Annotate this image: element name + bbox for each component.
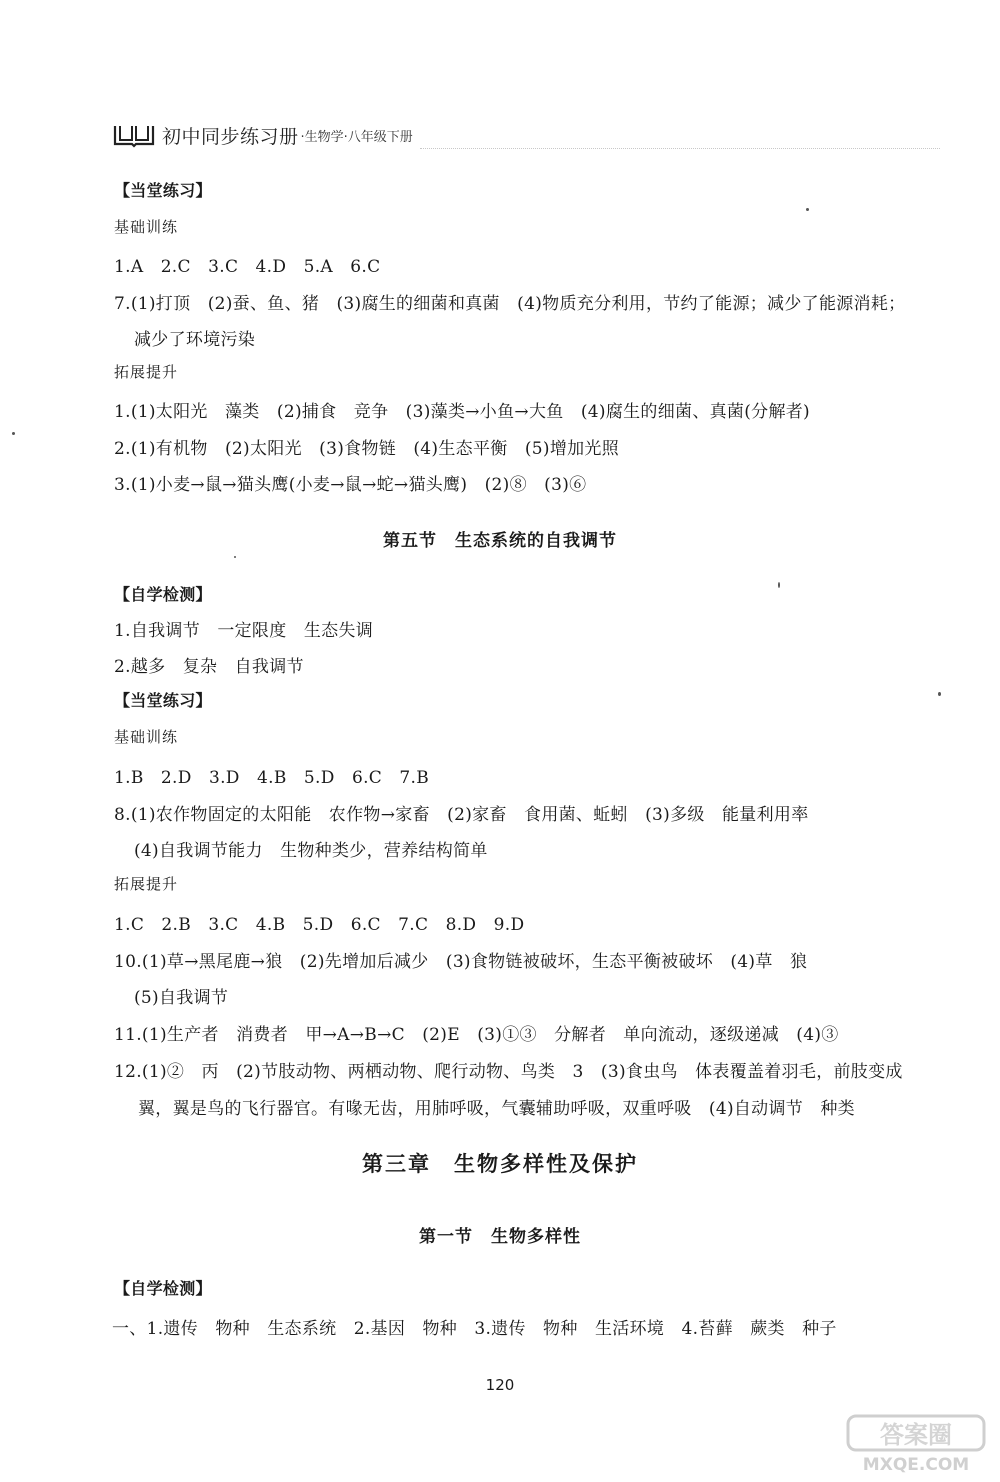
header-rule (420, 148, 940, 149)
scan-speck (778, 582, 780, 588)
answer-line: 2.越多 复杂 自我调节 (114, 657, 304, 677)
subheading-extension: 拓展提升 (114, 875, 179, 893)
section-title-first: 第一节 生物多样性 (419, 1227, 581, 1247)
heading-self-study-check: 【自学检测】 (114, 585, 212, 604)
answer-line: 3.(1)小麦→鼠→猫头鹰(小麦→鼠→蛇→猫头鹰) (2)⑧ (3)⑥ (114, 475, 587, 495)
answer-line: 2.(1)有机物 (2)太阳光 (3)食物链 (4)生态平衡 (5)增加光照 (114, 439, 620, 459)
page-number: 120 (485, 1376, 515, 1394)
subheading-extension: 拓展提升 (114, 363, 179, 381)
watermark-bottom-text: MXQE.COM (862, 1455, 970, 1474)
heading-classroom-practice: 【当堂练习】 (114, 691, 212, 710)
answer-line: 1.自我调节 一定限度 生态失调 (114, 621, 374, 641)
answer-line: 8.(1)农作物固定的太阳能 农作物→家畜 (2)家畜 食用菌、蚯蚓 (3)多级 能量利用率 (114, 805, 809, 825)
answer-line-continued: (5)自我调节 (134, 988, 229, 1008)
open-book-icon (112, 122, 156, 148)
answer-line: 1.B 2.D 3.D 4.B 5.D 6.C 7.B (114, 768, 430, 788)
book-subtitle: ·生物学·八年级下册 (300, 129, 413, 145)
page-header (112, 120, 413, 150)
answer-line: 1.(1)太阳光 藻类 (2)捕食 竞争 (3)藻类→小鱼→大鱼 (4)腐生的细菌、真菌(分解者) (114, 402, 810, 422)
scan-speck (234, 556, 236, 558)
answer-line: 12.(1)② 丙 (2)节肢动物、两栖动物、爬行动物、鸟类 3 (3)食虫鸟 体表覆盖着羽毛，前肢变成 (114, 1062, 903, 1082)
scan-speck (806, 208, 809, 211)
answer-line: 10.(1)草→黑尾鹿→狼 (2)先增加后减少 (3)食物链被破坏，生态平衡被破坏 (4)草 狼 (114, 952, 808, 972)
scan-speck (12, 432, 15, 435)
subheading-basic-training: 基础训练 (114, 728, 179, 746)
answer-line-continued: 翼，翼是鸟的飞行器官。有喙无齿，用肺呼吸，气囊辅助呼吸，双重呼吸 (4)自动调节 种类 (138, 1099, 855, 1119)
book-title: 初中同步练习册 (162, 125, 299, 148)
answer-line: 11.(1)生产者 消费者 甲→A→B→C (2)E (3)①③ 分解者 单向流动，逐级递减 (4)③ (114, 1025, 839, 1045)
scan-speck (938, 692, 941, 696)
answer-line-continued: (4)自我调节能力 生物种类少，营养结构简单 (134, 841, 488, 861)
answer-line: 一、1.遗传 物种 生态系统 2.基因 物种 3.遗传 物种 生活环境 4.苔藓 蕨类 种子 (112, 1319, 837, 1339)
answer-line: 1.C 2.B 3.C 4.B 5.D 6.C 7.C 8.D 9.D (114, 915, 525, 935)
subheading-basic-training: 基础训练 (114, 218, 179, 236)
answer-line-continued: 减少了环境污染 (134, 330, 256, 350)
heading-self-study-check: 【自学检测】 (114, 1279, 212, 1298)
answer-line: 1.A 2.C 3.C 4.D 5.A 6.C (114, 257, 381, 277)
watermark-top-text: 答案圈 (880, 1421, 952, 1449)
chapter-title-third: 第三章 生物多样性及保护 (362, 1152, 638, 1176)
site-watermark-logo (846, 1414, 986, 1474)
section-title-fifth: 第五节 生态系统的自我调节 (383, 531, 617, 551)
answer-line: 7.(1)打顶 (2)蚕、鱼、猪 (3)腐生的细菌和真菌 (4)物质充分利用，节约了能源；减少了能源消耗； (114, 294, 906, 314)
heading-classroom-practice: 【当堂练习】 (114, 181, 212, 200)
